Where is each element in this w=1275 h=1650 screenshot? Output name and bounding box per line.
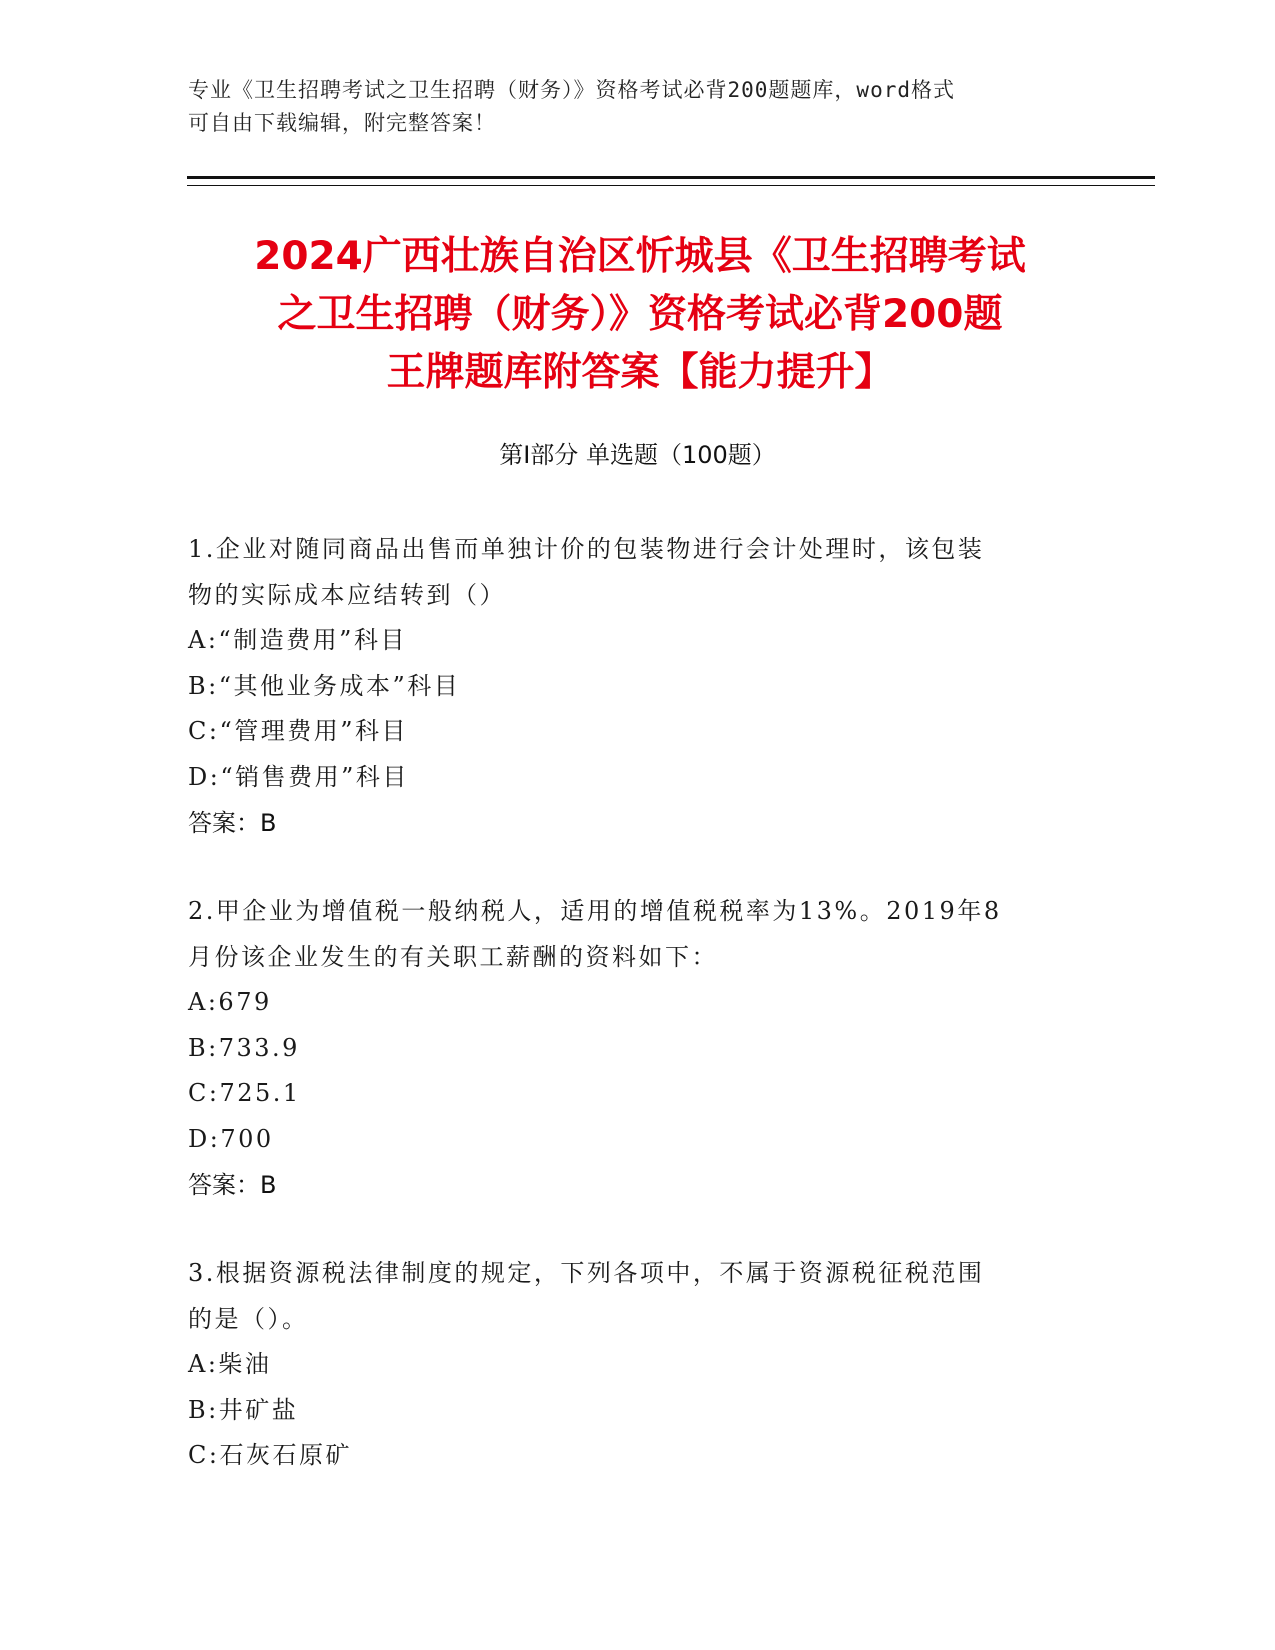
question-block — [188, 1250, 1088, 1479]
option-d: D:“销售费用”科目 — [188, 762, 409, 791]
answer-label: 答案：B — [188, 809, 277, 837]
option-d: D:700 — [188, 1124, 274, 1153]
option-a: A:679 — [188, 988, 272, 1016]
section-heading: 第Ⅰ部分 单选题（100题） — [499, 441, 776, 469]
title-line-2: 之卫生招聘（财务）》资格考试必背200题 — [277, 292, 1003, 337]
question-stem-line: 3.根据资源税法律制度的规定，下列各项中，不属于资源税征税范围 — [188, 1259, 985, 1287]
header-divider-thin — [187, 185, 1155, 186]
question-stem-line: 的是（）。 — [188, 1305, 309, 1333]
document-title — [150, 228, 1130, 402]
question-stem-line: 物的实际成本应结转到（） — [188, 581, 506, 609]
option-b: B:733.9 — [188, 1033, 300, 1062]
header-note-line-1: 专业《卫生招聘考试之卫生招聘（财务）》资格考试必背200题题库，word格式 — [188, 78, 955, 102]
option-c: C:石灰石原矿 — [188, 1441, 352, 1469]
option-a: A:柴油 — [188, 1350, 272, 1378]
answer-label: 答案：B — [188, 1171, 277, 1199]
option-b: B:井矿盐 — [188, 1395, 299, 1424]
document-header-note — [188, 74, 1068, 140]
title-line-3: 王牌题库附答案【能力提升】 — [386, 350, 894, 395]
option-c: C:725.1 — [188, 1079, 301, 1107]
header-note-line-2: 可自由下载编辑，附完整答案！ — [188, 111, 496, 135]
question-block — [188, 888, 1088, 1208]
title-line-1: 2024广西壮族自治区忻城县《卫生招聘考试 — [254, 234, 1026, 279]
question-stem-line: 2.甲企业为增值税一般纳税人，适用的增值税税率为13%。2019年8 — [188, 897, 1002, 925]
header-divider-thick — [187, 176, 1155, 179]
question-stem-line: 月份该企业发生的有关职工薪酬的资料如下： — [188, 943, 718, 971]
question-stem-line: 1.企业对随同商品出售而单独计价的包装物进行会计处理时，该包装 — [188, 535, 985, 563]
option-b: B:“其他业务成本”科目 — [188, 671, 461, 700]
option-c: C:“管理费用”科目 — [188, 717, 408, 745]
question-block — [188, 526, 1088, 846]
option-a: A:“制造费用”科目 — [188, 626, 407, 654]
